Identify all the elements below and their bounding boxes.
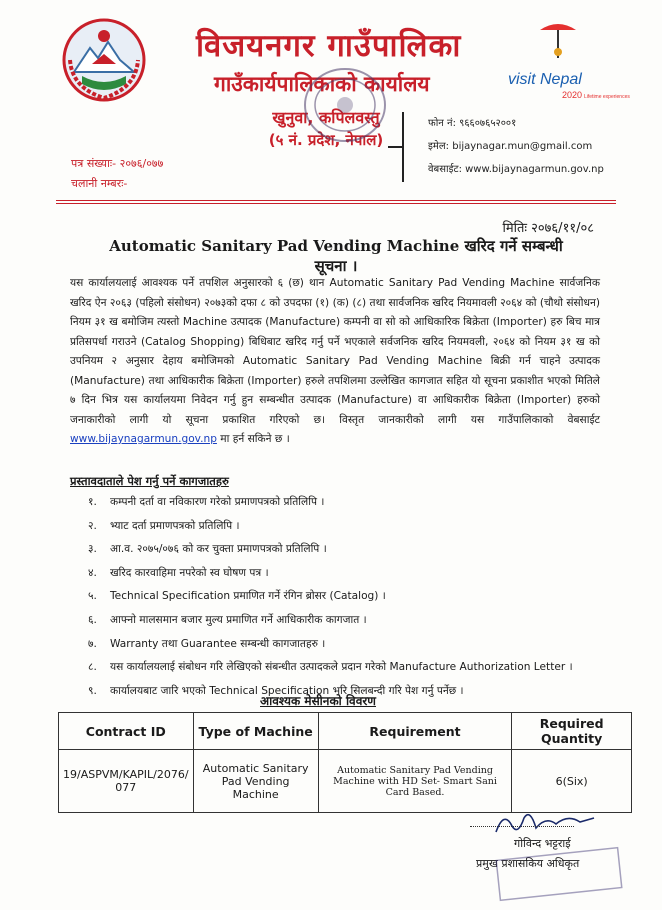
signature-line xyxy=(470,826,574,827)
website-text: वेबसाईट: www.bijaynagarmun.gov.np xyxy=(428,164,604,175)
letter-number: पत्र संख्याः- २०७६/०७७ xyxy=(71,157,164,170)
office-province: (५ नं. प्रदेश, नेपाल) xyxy=(268,131,384,149)
list-text: भ्याट दर्ता प्रमाणपत्रको प्रतिलिपि । xyxy=(110,519,240,532)
reference-block xyxy=(71,154,163,194)
list-number: ३. xyxy=(88,543,97,556)
list-text: खरिद कारवाहिमा नपरेको स्व घोषण पत्र । xyxy=(110,566,269,579)
list-text: आ.व. २०७५/०७६ को कर चुक्ता प्रमाणपत्रको प्रतिलिपि । xyxy=(110,543,327,556)
list-item xyxy=(88,612,598,629)
list-text: कार्यालयबाट जारि भएको Technical Specification भरि सिलबन्दी गरि पेश गर्नु पर्नेछ । xyxy=(110,684,464,697)
list-number: ७. xyxy=(88,637,97,650)
notice-body xyxy=(70,274,600,450)
visit-year-text: 2020 xyxy=(562,90,583,100)
header-requirement: Requirement xyxy=(318,713,512,750)
table-row xyxy=(59,750,632,813)
list-number: १. xyxy=(88,496,97,508)
list-item xyxy=(88,636,598,653)
list-item xyxy=(88,518,598,535)
signatory-name: गोविन्द भट्टराई xyxy=(514,837,571,850)
documents-title: प्रस्तावदाताले पेश गर्नु पर्ने कागजातहरु xyxy=(70,474,229,488)
office-title: गाउँकार्यपालिकाको कार्यालय xyxy=(214,71,430,96)
list-number: ४. xyxy=(88,566,97,579)
body-tail: मा हर्न सकिने छ । xyxy=(216,433,290,445)
official-stamp-icon xyxy=(494,848,624,900)
list-text: यस कार्यालयलाई संबोधन गरि लेखिएको संबन्धीत उत्पादकले प्रदान गरेको Manufacture Authorization Letter । xyxy=(110,661,573,674)
list-text: आफ्नो मालसमान बजार मुल्य प्रमाणित गर्ने आधिकारीक कागजात । xyxy=(110,613,367,626)
email-text: इमेल: bijaynagar.mun@gmail.com xyxy=(428,141,593,152)
list-item xyxy=(88,588,598,605)
header-quantity: Required Quantity xyxy=(512,713,632,750)
header-type: Type of Machine xyxy=(193,713,318,750)
notice-heading: Automatic Sanitary Pad Vending Machine खरिद गर्ने सम्बन्धी सूचना । xyxy=(109,237,563,275)
municipality-title: विजयनगर गाउँपालिका xyxy=(196,28,462,64)
cell-quantity: 6(Six) xyxy=(512,750,632,813)
list-number: ६. xyxy=(88,613,97,626)
contact-block xyxy=(428,112,604,181)
machine-table xyxy=(58,712,632,813)
contact-bracket xyxy=(402,112,424,182)
notice-date: मितिः २०७६/११/०८ xyxy=(502,221,594,236)
nepal-emblem-icon xyxy=(62,18,146,102)
table-title: आवश्यक मेसीनको विवरण xyxy=(260,694,376,708)
header-contract-id: Contract ID xyxy=(59,713,194,750)
phone-text: फोन नं: ९६६०७६५२००१ xyxy=(428,118,517,129)
table-header-row xyxy=(59,713,632,750)
list-text: Warranty तथा Guarantee सम्बन्धी कागजातहरु । xyxy=(110,637,326,650)
list-item xyxy=(88,494,598,511)
body-paragraph: यस कार्यालयलाई आवश्यक पर्ने तपशिल अनुसारको ६ (छ) थान Automatic Sanitary Pad Vending Machine सार्वजनिक खरिद ऐन २०६३ (पहिलो संसोधन) २०७३को दफा ८ को उपदफा (१) (क) (८) तथा सार्वजनिक खरिद नियमावली २०६४ को (चौथो संसोधन) नियम ३१ ख बमोजिम त्यस्तो Machine उत्पादक (Manufacture) कम्पनी वा सो को आधिकारिक बिक्रेता (Importer) हरु बिच मात्र प्रतिसपर्धा गराउने (Catalog Shopping) बिधिबाट खरिद गर्नु पर्ने भएकाले सर्वजनिक खरिद नियमवली, २०६४ को नियम ३१ ख को उपनियम २ अनुसार देहाय बमोजिमको Automatic Sanitary Pad Vending Machine बिक्री गर्न चाहने उत्पादक (Manufacture) तथा आधिकारीक बिक्रेता (Importer) हरुले तपशिलमा उल्लेखित कागजात सहित यो सूचना प्रकाशीत भएको मितिले ७ दिन भित्र यस कार्यालयमा निवेदन गर्नु हुन सम्बन्धीत उत्पादक (Manufacture) वा आधिकारीक बिक्रेता (Importer) हरुको जनाकारीको लागी यो सूचना प्रकाशित गरिएको छ। विस्तृत जानकारीको लागी यस गाउँपालिकाको वेबसाईट xyxy=(70,277,600,426)
office-location: खुनुवा, कपिलवस्तु xyxy=(272,108,380,127)
list-number: ५. xyxy=(88,590,97,603)
documents-list xyxy=(88,494,598,706)
signature-icon xyxy=(490,806,600,840)
list-number: २. xyxy=(88,519,97,532)
header-divider xyxy=(56,200,616,201)
website-link[interactable]: www.bijaynagarmun.gov.np xyxy=(70,433,217,445)
list-item xyxy=(88,659,598,676)
cell-type: Automatic Sanitary Pad Vending Machine xyxy=(193,750,318,813)
list-text: Technical Specification प्रमाणित गर्ने रंगिन ब्रोसर (Catalog) । xyxy=(110,590,386,603)
signatory-role: प्रमुख प्रशासकिय अधिकृत xyxy=(476,857,580,870)
dispatch-number: चलानी नम्बरः- xyxy=(71,177,128,190)
visit-nepal-text: visit Nepal xyxy=(508,71,582,88)
list-number: ९. xyxy=(88,684,97,697)
list-item xyxy=(88,565,598,582)
list-item xyxy=(88,541,598,558)
header-divider-2 xyxy=(56,203,616,204)
cell-requirement: Automatic Sanitary Pad Vending Machine with HD Set- Smart Sani Card Based. xyxy=(318,750,512,813)
visit-nepal-logo-icon xyxy=(500,22,630,106)
list-text: कम्पनी दर्ता वा नविकारण गरेको प्रमाणपत्रको प्रतिलिपि । xyxy=(110,496,325,508)
list-number: ८. xyxy=(88,661,97,674)
cell-contract-id: 19/ASPVM/KAPIL/2076/ 077 xyxy=(59,750,194,813)
office-stamp-icon xyxy=(300,64,390,146)
visit-tagline-text: Lifetime experiences xyxy=(584,94,630,100)
